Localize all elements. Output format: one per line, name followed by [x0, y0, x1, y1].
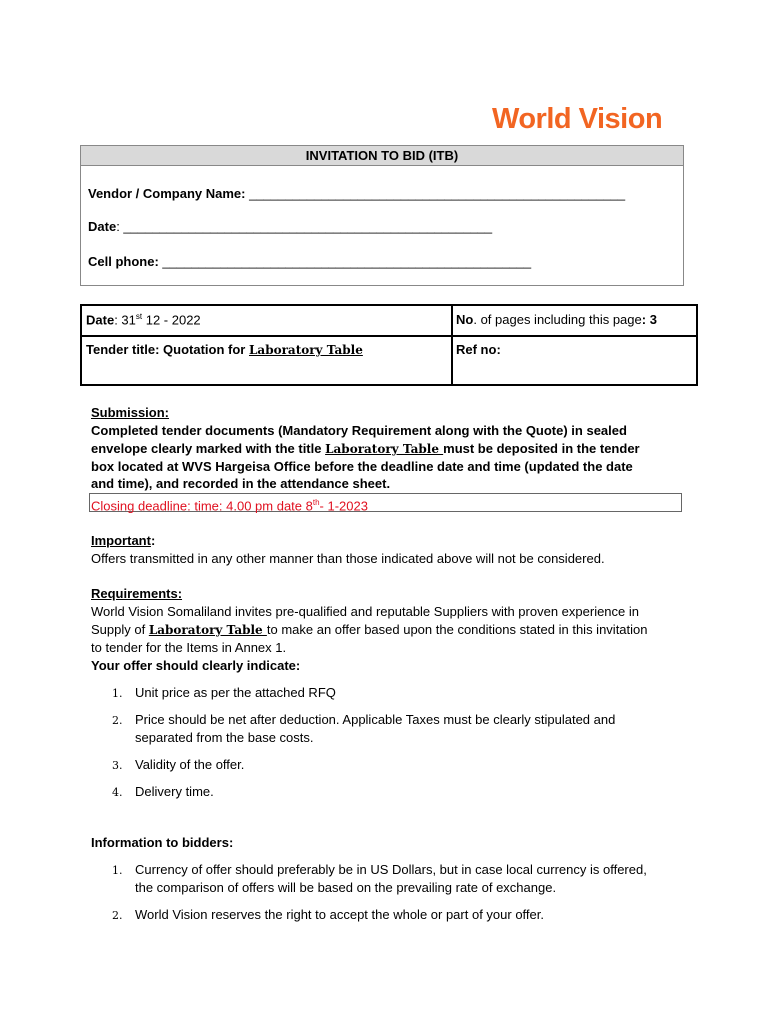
requirements-line-2: [91, 622, 648, 637]
offer-item-4: [112, 784, 214, 799]
table-divider-vertical: [451, 306, 453, 384]
important-heading-colon: :: [150, 533, 156, 548]
offer-heading: Your offer should clearly indicate:: [91, 658, 301, 673]
issue-date-day: : 31: [114, 312, 136, 328]
requirements-line-2-start: Supply of: [91, 622, 149, 637]
tender-title-value: Laboratory Table: [248, 343, 363, 357]
requirements-line-1: World Vision Somaliland invites pre-qualified and reputable Suppliers with proven experience in: [91, 604, 639, 619]
important-heading-text: Important: [91, 533, 151, 548]
vendor-name-label: Vendor / Company Name:: [88, 186, 250, 201]
submission-line-4: and time), and recorded in the attendance sheet.: [91, 476, 391, 491]
offer-item-2-continued: separated from the base costs.: [135, 730, 314, 745]
closing-deadline-text: Closing deadline: time: 4.00 pm date 8: [91, 498, 313, 514]
offer-item-1: [112, 685, 336, 700]
important-heading: [91, 533, 155, 548]
cell-phone-label: Cell phone:: [88, 254, 163, 269]
bidders-item-2: [112, 907, 544, 922]
important-text: Offers transmitted in any other manner than those indicated above will not be considered.: [91, 551, 605, 566]
requirements-title-reference: Laboratory Table: [148, 623, 267, 637]
tender-title-label: Tender title: Quotation for: [86, 342, 249, 357]
closing-deadline-suffix: th: [312, 498, 320, 507]
closing-deadline: [89, 493, 682, 512]
page-count-text: . of pages including this page: [473, 312, 642, 327]
submission-heading: Submission:: [91, 405, 170, 420]
bidders-heading: Information to bidders:: [91, 835, 234, 850]
requirements-line-2-end: to make an offer based upon the conditions stated in this invitation: [266, 622, 648, 637]
bidders-item-number: 2.: [112, 909, 123, 922]
vendor-name-blank: ____________________________________________________: [249, 186, 626, 201]
date-field[interactable]: [88, 219, 492, 234]
world-vision-logo: World Vision: [492, 103, 663, 135]
offer-item-3: [112, 757, 244, 772]
page-count-value: : 3: [641, 312, 657, 327]
offer-item-text: Unit price as per the attached RFQ: [135, 685, 336, 700]
offer-item-number: 1.: [112, 687, 123, 700]
offer-item-text: Delivery time.: [135, 784, 214, 799]
offer-item-text: Price should be net after deduction. Applicable Taxes must be clearly stipulated and: [135, 712, 616, 727]
offer-item-number: 4.: [112, 786, 123, 799]
requirements-line-3: to tender for the Items in Annex 1.: [91, 640, 287, 655]
date-blank: : ___________________________________________________: [116, 219, 493, 234]
submission-line-2-end: must be deposited in the tender: [443, 441, 640, 456]
cell-phone-field[interactable]: [88, 254, 531, 269]
issue-date-suffix: st: [135, 312, 143, 321]
date-label: Date: [88, 219, 117, 234]
cell-phone-blank: ___________________________________________________: [162, 254, 532, 269]
submission-line-2-start: envelope clearly marked with the title: [91, 441, 326, 456]
issue-date-label: Date: [86, 312, 115, 328]
invitation-to-bid-box: [80, 145, 684, 286]
offer-item-number: 3.: [112, 759, 123, 772]
bidders-item-1: [112, 862, 647, 877]
tender-title-cell: [86, 342, 363, 357]
submission-line-1: Completed tender documents (Mandatory Requirement along with the Quote) in sealed: [91, 423, 627, 438]
offer-item-text: Validity of the offer.: [135, 757, 245, 772]
offer-item-number: 2.: [112, 714, 123, 727]
bidders-item-text: Currency of offer should preferably be in US Dollars, but in case local currency is offered,: [135, 862, 647, 877]
requirements-heading: Requirements:: [91, 586, 183, 601]
bidders-item-1-continued: the comparison of offers will be based on the prevailing rate of exchange.: [135, 880, 557, 895]
itb-title: INVITATION TO BID (ITB): [81, 146, 683, 166]
ref-no-cell: Ref no:: [456, 342, 501, 357]
issue-date-rest: 12 - 2022: [142, 312, 201, 328]
bidders-item-text: World Vision reserves the right to accept the whole or part of your offer.: [135, 907, 544, 922]
issue-date-cell: [86, 312, 201, 327]
offer-item-2: [112, 712, 615, 727]
page-count-cell: [456, 312, 657, 327]
submission-line-2: [91, 441, 640, 456]
submission-line-3: box located at WVS Hargeisa Office before the deadline date and time (updated the date: [91, 459, 633, 474]
tender-info-table: [80, 304, 698, 386]
submission-title-reference: Laboratory Table: [325, 442, 444, 456]
bidders-item-number: 1.: [112, 864, 123, 877]
table-divider-horizontal: [82, 335, 696, 337]
closing-deadline-date: - 1-2023: [319, 498, 368, 514]
page-count-label: No: [456, 312, 474, 327]
vendor-name-field[interactable]: [88, 186, 625, 201]
